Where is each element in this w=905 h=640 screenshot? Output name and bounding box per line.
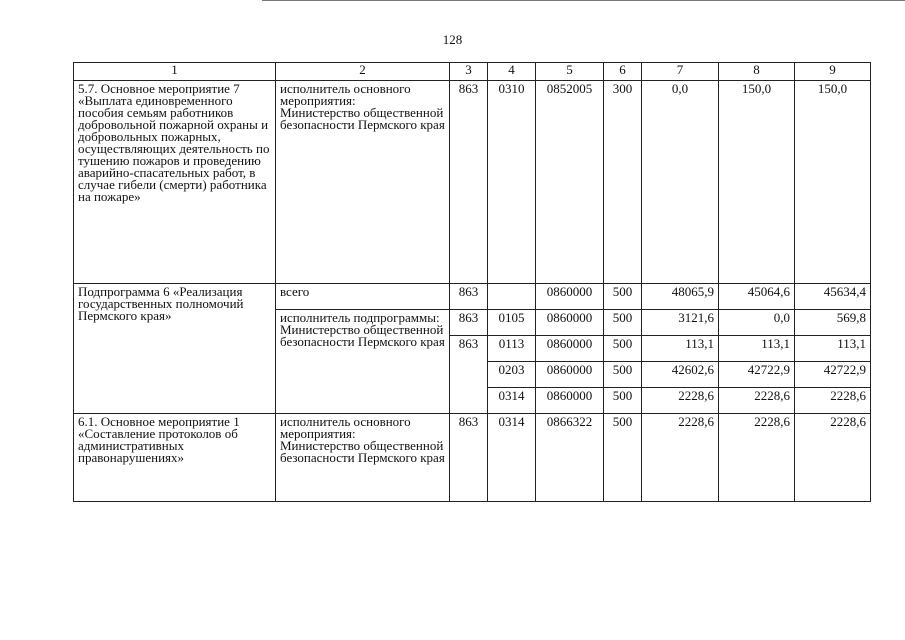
cell-section: 0113	[488, 336, 536, 362]
top-rule	[262, 0, 905, 1]
cell-expense-type: 500	[604, 284, 642, 310]
cell-grbs: 863	[450, 336, 488, 414]
executor-org: Министерство общественной безопасности Пермского края	[280, 322, 445, 349]
cell-target: 0860000	[536, 388, 604, 414]
cell-grbs: 863	[450, 81, 488, 284]
cell-section: 0310	[488, 81, 536, 284]
header-cell-6: 6	[604, 63, 642, 81]
cell-expense-type: 500	[604, 414, 642, 502]
cell-year-2: 42722,9	[719, 362, 795, 388]
cell-grbs: 863	[450, 310, 488, 336]
cell-section: 0203	[488, 362, 536, 388]
cell-target: 0852005	[536, 81, 604, 284]
subprogram-name: Подпрограмма 6 «Реализация государственных полномочий Пермского края»	[74, 284, 276, 414]
cell-section: 0105	[488, 310, 536, 336]
cell-year-2: 2228,6	[719, 414, 795, 502]
header-row	[74, 63, 871, 81]
cell-year-2: 2228,6	[719, 388, 795, 414]
cell-year-3: 45634,4	[795, 284, 871, 310]
header-cell-8: 8	[719, 63, 795, 81]
header-cell-2: 2	[276, 63, 450, 81]
executor-cell	[276, 414, 450, 502]
executor-title: исполнитель основного мероприятия:	[280, 414, 411, 441]
cell-target: 0860000	[536, 362, 604, 388]
cell-target: 0860000	[536, 284, 604, 310]
cell-expense-type: 300	[604, 81, 642, 284]
cell-year-3: 42722,9	[795, 362, 871, 388]
header-cell-4: 4	[488, 63, 536, 81]
cell-expense-type: 500	[604, 336, 642, 362]
cell-year-2: 0,0	[719, 310, 795, 336]
cell-year-1: 42602,6	[642, 362, 719, 388]
table-row	[74, 81, 871, 284]
table-row	[74, 284, 871, 310]
cell-year-1: 2228,6	[642, 414, 719, 502]
total-label: всего	[276, 284, 450, 310]
page-number: 128	[442, 32, 463, 47]
executor-org: Министерство общественной безопасности Пермского края	[280, 105, 445, 132]
cell-section: 0314	[488, 414, 536, 502]
executor-cell	[276, 81, 450, 284]
table-row	[74, 414, 871, 502]
executor-title: исполнитель основного мероприятия:	[280, 81, 411, 108]
measure-name: 5.7. Основное мероприятие 7 «Выплата единовременного пособия семьям работников добровольной пожарной охраны и добровольных пожарных, осуществляющих деятельность по тушению пожаров и проведению аварийно-спасательных работ, в случае гибели (смерти) работника на пожаре»	[74, 81, 276, 284]
cell-year-1: 48065,9	[642, 284, 719, 310]
cell-target: 0860000	[536, 310, 604, 336]
header-cell-5: 5	[536, 63, 604, 81]
cell-year-3: 569,8	[795, 310, 871, 336]
cell-expense-type: 500	[604, 388, 642, 414]
cell-section	[488, 284, 536, 310]
cell-year-1: 0,0	[642, 81, 719, 284]
cell-year-3: 2228,6	[795, 388, 871, 414]
cell-section: 0314	[488, 388, 536, 414]
cell-year-2: 150,0	[719, 81, 795, 284]
executor-title: исполнитель подпрограммы:	[280, 310, 440, 325]
header-cell-3: 3	[450, 63, 488, 81]
cell-year-2: 113,1	[719, 336, 795, 362]
cell-year-1: 2228,6	[642, 388, 719, 414]
executor-cell	[276, 310, 450, 414]
cell-target: 0860000	[536, 336, 604, 362]
header-cell-1: 1	[74, 63, 276, 81]
cell-target: 0866322	[536, 414, 604, 502]
cell-expense-type: 500	[604, 362, 642, 388]
cell-year-3: 150,0	[795, 81, 871, 284]
cell-year-1: 3121,6	[642, 310, 719, 336]
cell-grbs: 863	[450, 414, 488, 502]
cell-expense-type: 500	[604, 310, 642, 336]
cell-year-2: 45064,6	[719, 284, 795, 310]
header-cell-9: 9	[795, 63, 871, 81]
budget-table	[73, 62, 871, 502]
measure-name: 6.1. Основное мероприятие 1 «Составление протоколов об административных правонарушениях»	[74, 414, 276, 502]
executor-org: Министерство общественной безопасности Пермского края	[280, 438, 445, 465]
cell-year-3: 2228,6	[795, 414, 871, 502]
cell-grbs: 863	[450, 284, 488, 310]
header-cell-7: 7	[642, 63, 719, 81]
cell-year-1: 113,1	[642, 336, 719, 362]
cell-year-3: 113,1	[795, 336, 871, 362]
